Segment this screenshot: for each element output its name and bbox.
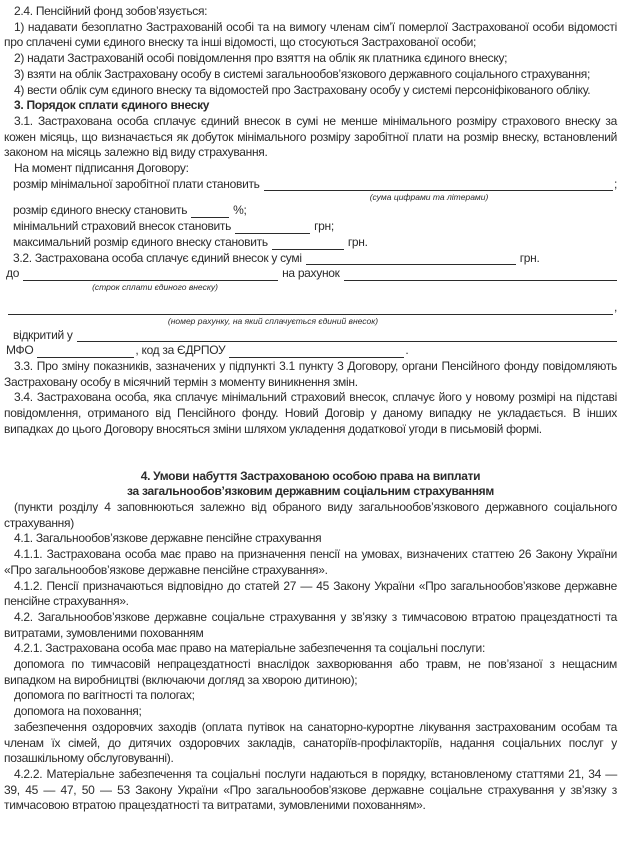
account-number-row: [4, 300, 617, 316]
due-date-row: [4, 266, 617, 282]
section-4-heading-line-2: за загальнообов’язковим державним соціальним страхуванням: [127, 484, 494, 499]
max-contribution-row: [4, 235, 617, 251]
fund-obligation-item-4: 4) вести облік сум єдиного внеску та відомостей про Застраховану особу у системі персоніфікованого обліку.: [14, 82, 591, 97]
account-number-blank-field[interactable]: [8, 302, 613, 315]
min-wage-blank-field[interactable]: [264, 178, 613, 191]
section-4-heading-line-1: 4. Умови набуття Застрахованою особою права на виплати: [140, 468, 481, 483]
contribution-rate-row: [4, 203, 617, 219]
clause-4-1: 4.1. Загальнообов’язкове державне пенсійне страхування: [14, 531, 322, 546]
clause-4-2: 4.2. Загальнообов’язкове державне соціальне страхування у зв’язку з тимчасовою втратою працездатності та витратами, зумовленими похованням: [4, 609, 617, 640]
due-date-blank-field[interactable]: [23, 268, 278, 281]
clause-3-2-suffix: грн.: [519, 250, 540, 265]
min-contribution-blank-field[interactable]: [235, 221, 310, 234]
min-wage-row: [4, 177, 617, 193]
opened-at-row: [4, 328, 617, 344]
clause-3-1: 3.1. Застрахована особа сплачує єдиний внесок в сумі не менше мінімального розміру страхового внеску за кожен місяць, що визначається як добуток мінімального розміру заробітної плати на розмір внеску, встановлений законом на місяць залежно від виду страхування.: [4, 113, 617, 160]
clause-4-1-1: 4.1.1. Застрахована особа має право на призначення пенсії на умовах, визначених статтею 26 Закону України «Про загальнообов’язкове державне пенсійне страхування».: [4, 547, 617, 577]
fund-obligation-item-2: 2) надати Застрахованій особі повідомлення про взяття на облік як платника єдиного внеску;: [14, 51, 508, 66]
clause-3-2-amount-blank-field[interactable]: [306, 252, 516, 265]
section-3-heading: 3. Порядок сплати єдиного внеску: [14, 98, 210, 113]
min-contribution-label: мінімальний страховий внесок становить: [13, 219, 232, 234]
account-number-caption: (номер рахунку, на який сплачується єдиний внесок): [167, 315, 379, 326]
due-date-label: до: [6, 266, 20, 281]
due-account-label: на рахунок: [282, 266, 340, 281]
mfo-blank-field[interactable]: [37, 345, 134, 358]
edrpou-blank-field[interactable]: [229, 345, 404, 358]
edrpou-label: , код за ЄДРПОУ: [135, 343, 226, 358]
min-wage-caption: (сума цифрами та літерами): [369, 192, 489, 203]
benefit-item-3: допомога на поховання;: [14, 704, 142, 719]
min-wage-suffix: ;: [613, 176, 617, 191]
max-contribution-blank-field[interactable]: [272, 237, 344, 250]
clause-3-2-row: [4, 251, 617, 267]
benefit-item-1: допомога по тимчасовій непрацездатності внаслідок захворювання або травм, не пов’язаної з нещасним випадком на виробництві (включаючи догляд за хворою дитиною);: [4, 657, 617, 687]
min-contribution-suffix: грн;: [314, 219, 334, 234]
fund-obligation-item-3: 3) взяти на облік Застраховану особу в системі загальнообов’язкового державного соціального страхування;: [14, 66, 591, 81]
contribution-rate-suffix: %;: [233, 203, 247, 218]
benefit-item-4: забезпечення оздоровчих заходів (оплата путівок на санаторно-курортне лікування застрахованим особам та членам їх сімей, до дитячих оздоровчих закладів, санаторіїв-профілакторіїв, надання соціальних послуг у позашкільному обслуговуванні).: [4, 719, 617, 766]
clause-at-signing: На момент підписання Договору:: [14, 161, 189, 176]
due-date-caption: (строк сплати єдиного внеску): [92, 281, 218, 292]
account-number-suffix: ,: [613, 299, 617, 314]
max-contribution-label: максимальний розмір єдиного внеску становить: [13, 234, 268, 249]
benefit-item-2: допомога по вагітності та пологах;: [14, 688, 195, 703]
clause-3-2-label: 3.2. Застрахована особа сплачує єдиний внесок у сумі: [13, 250, 302, 265]
opened-at-blank-field[interactable]: [77, 329, 617, 342]
contribution-rate-blank-field[interactable]: [191, 205, 229, 218]
clause-3-3: 3.3. Про зміну показників, зазначених у підпункті 3.1 пункту 3 Договору, органи Пенсійного фонду повідомляють Застраховану особу в місячний термін з моменту виникнення змін.: [4, 359, 617, 389]
clause-4-1-2: 4.1.2. Пенсії призначаються відповідно до статей 27 — 45 Закону України «Про загальнообов’язкове державне пенсійне страхування».: [4, 578, 617, 609]
clause-4-2-2: 4.2.2. Матеріальне забезпечення та соціальні послуги надаються в порядку, встановленому статтями 21, 34 — 39, 45 — 47, 50 — 53 Закону України «Про загальнообов’язкове державне соціальне страхування у зв’язку з тимчасовою втратою працездатності та витратами, зумовленими похованням».: [4, 766, 617, 813]
account-start-blank-field[interactable]: [344, 268, 617, 281]
opened-at-label: відкритий у: [13, 327, 73, 342]
max-contribution-suffix: грн.: [347, 234, 368, 249]
contribution-rate-label: розмір єдиного внеску становить: [13, 203, 188, 218]
fund-obligation-item-1: 1) надавати безоплатно Застрахованій особі та на вимогу членам сім’ї померлої Застрахованої особи відомості про сплачені суми єдиного внеску та інші відомості, що стосуються Застрахованої особи;: [4, 19, 617, 50]
min-wage-label: розмір мінімальної заробітної плати становить: [13, 176, 260, 191]
mfo-label: МФО: [6, 343, 34, 358]
edrpou-suffix: .: [405, 343, 409, 358]
clause-4-2-1: 4.2.1. Застрахована особа має право на матеріальне забезпечення та соціальні послуги:: [14, 641, 485, 656]
clause-3-4: 3.4. Застрахована особа, яка сплачує мінімальний страховий внесок, сплачує його у новому розмірі на підставі повідомлення, отриманого від Пенсійного фонду. Новий Договір у даному випадку не укладається. В інших випадках до цього Договору вносяться зміни шляхом укладення додаткової угоди в письмовій формі.: [4, 390, 617, 436]
section-4-note: (пункти розділу 4 заповнюються залежно від обраного виду загальнообов’язкового державного соціального страхування): [4, 499, 617, 530]
min-contribution-row: [4, 219, 617, 235]
clause-2-4-intro: 2.4. Пенсійний фонд зобов’язується:: [14, 4, 208, 18]
mfo-edrpou-row: [4, 343, 617, 359]
